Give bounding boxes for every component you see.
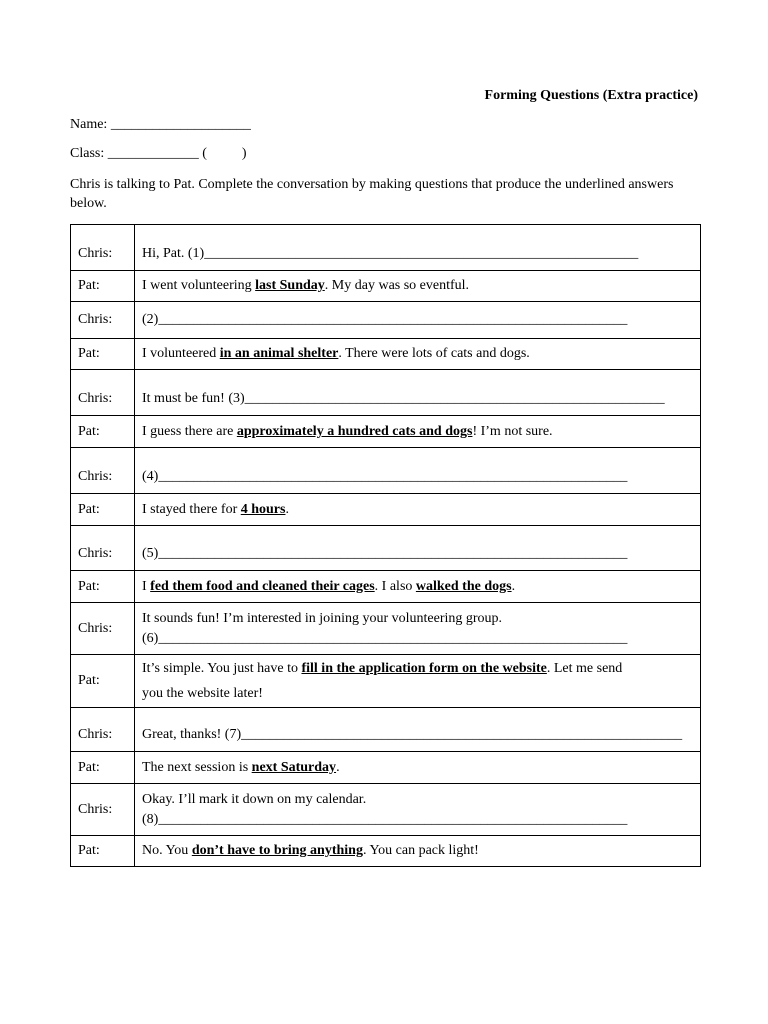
line-text: . Let me send [546, 661, 623, 676]
line-text: The next session is [142, 759, 252, 775]
line-text: . My day was so eventful. [324, 278, 470, 293]
question-blank-1[interactable]: Hi, Pat. (1)______________________________________________________________ [142, 246, 639, 261]
question-blank-7[interactable]: Great, thanks! (7)_______________________________________________________________ [142, 727, 683, 742]
question-blank-8[interactable]: (8)___________________________________________________________________ [142, 811, 628, 827]
line-text: No. You [142, 843, 192, 858]
speaker-cell: Chris: [71, 784, 135, 836]
speaker-cell: Chris: [71, 302, 135, 339]
speaker-cell: Pat: [71, 416, 135, 448]
line-cell [135, 271, 701, 302]
question-blank-5[interactable]: (5)___________________________________________________________________ [142, 546, 628, 561]
line-cell[interactable] [135, 603, 701, 655]
table-row [71, 784, 701, 836]
speaker-cell: Pat: [71, 752, 135, 784]
name-field[interactable]: Name: ____________________ [70, 117, 251, 132]
line-text: you the website later! [142, 686, 263, 701]
table-row [71, 752, 701, 784]
class-field[interactable]: Class: _____________ ( ) [70, 146, 247, 161]
instructions: Chris is talking to Pat. Complete the conversation by making questions that produce the underlined answers below. [70, 177, 674, 211]
question-blank-3[interactable]: It must be fun! (3)____________________________________________________________ [142, 391, 665, 406]
underlined-answer: 4 hours [240, 501, 286, 517]
speaker-cell: Chris: [71, 526, 135, 571]
table-row [71, 271, 701, 302]
line-cell[interactable] [135, 370, 701, 416]
underlined-answer: approximately a hundred cats and dogs [236, 423, 473, 439]
question-blank-2[interactable]: (2)___________________________________________________________________ [142, 312, 628, 327]
line-cell[interactable] [135, 708, 701, 752]
line-text: . [336, 759, 340, 775]
speaker-cell: Chris: [71, 448, 135, 494]
table-row [71, 494, 701, 526]
line-cell[interactable] [135, 784, 701, 836]
question-blank-4[interactable]: (4)___________________________________________________________________ [142, 469, 628, 484]
table-row [71, 708, 701, 752]
speaker-cell: Pat: [71, 836, 135, 867]
underlined-answer: in an animal shelter [219, 346, 339, 361]
table-row [71, 302, 701, 339]
underlined-answer: last Sunday [255, 278, 325, 293]
line-text: . I also [374, 578, 416, 594]
line-cell [135, 752, 701, 784]
line-text: I [142, 578, 151, 594]
underlined-answer: next Saturday [251, 759, 337, 775]
table-row [71, 571, 701, 603]
line-text: It sounds fun! I’m interested in joining your volunteering group. [142, 610, 503, 626]
speaker-cell: Chris: [71, 603, 135, 655]
line-cell[interactable] [135, 225, 701, 271]
line-cell [135, 836, 701, 867]
table-row [71, 836, 701, 867]
table-row [71, 416, 701, 448]
speaker-cell: Chris: [71, 708, 135, 752]
line-text: I stayed there for [142, 501, 241, 517]
line-text: . [511, 578, 516, 594]
line-text: I went volunteering [142, 278, 256, 293]
speaker-cell: Pat: [71, 271, 135, 302]
underlined-answer: fill in the application form on the website [301, 661, 547, 676]
line-cell[interactable] [135, 448, 701, 494]
line-cell [135, 339, 701, 370]
table-row [71, 655, 701, 708]
table-row [71, 370, 701, 416]
line-cell[interactable] [135, 302, 701, 339]
line-cell[interactable] [135, 526, 701, 571]
table-row [71, 225, 701, 271]
speaker-cell: Pat: [71, 655, 135, 708]
speaker-cell: Chris: [71, 370, 135, 416]
underlined-answer: walked the dogs [415, 578, 512, 594]
line-text: I volunteered [142, 346, 220, 361]
table-row [71, 603, 701, 655]
worksheet-title: Forming Questions (Extra practice) [484, 88, 698, 103]
underlined-answer: don’t have to bring anything [191, 843, 363, 858]
line-text: I guess there are [142, 423, 237, 439]
line-text: . [285, 501, 289, 517]
table-row [71, 339, 701, 370]
line-cell [135, 655, 701, 708]
line-text: ! I’m not sure. [472, 423, 553, 439]
table-row [71, 526, 701, 571]
line-cell [135, 571, 701, 603]
line-text: Okay. I’ll mark it down on my calendar. [142, 791, 367, 807]
table-row [71, 448, 701, 494]
speaker-cell: Chris: [71, 225, 135, 271]
question-blank-6[interactable]: (6)___________________________________________________________________ [142, 630, 628, 646]
underlined-answer: fed them food and cleaned their cages [150, 578, 375, 594]
line-text: . There were lots of cats and dogs. [338, 346, 530, 361]
speaker-cell: Pat: [71, 339, 135, 370]
line-text: It’s simple. You just have to [142, 661, 302, 676]
speaker-cell: Pat: [71, 494, 135, 526]
line-text: . You can pack light! [362, 843, 479, 858]
line-cell [135, 416, 701, 448]
conversation-table [70, 224, 701, 867]
line-cell [135, 494, 701, 526]
speaker-cell: Pat: [71, 571, 135, 603]
